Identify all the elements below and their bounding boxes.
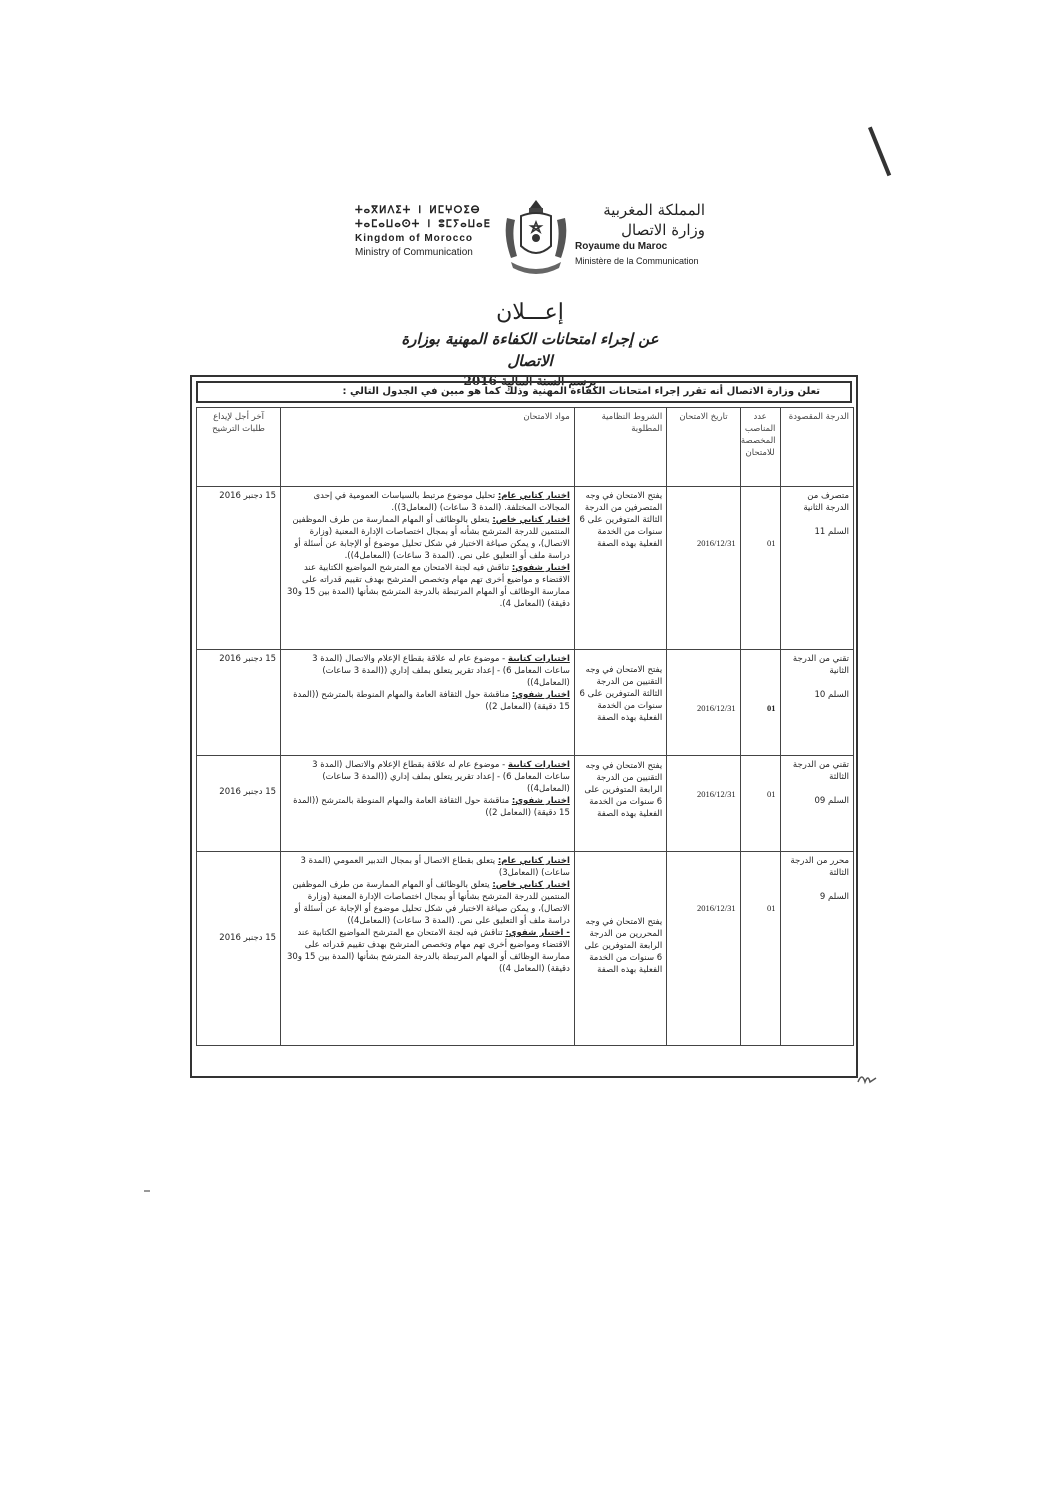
cell-posts: 01	[740, 852, 780, 1046]
kingdom-ar: المملكة المغربية	[603, 201, 705, 219]
table-row	[197, 487, 854, 650]
kingdom-en: Kingdom of Morocco	[355, 233, 473, 244]
letterhead-right	[575, 200, 705, 268]
scale-text: السلم 09	[814, 796, 849, 806]
subject-text: يتعلق بالوظائف أو المهام الممارسة من طرف الموظفين المنتمين للدرجة المترشح بشأنها أو بمجال اختصاصات الإدارة المعنية (وزارة الاتصال)، و يمكن صياغة الاختبار في شكل تحليل موضوع أو الإجابة عن أسئلة أو دراسة ملف أو التعليق على نص. (المدة 3 ساعات) (المعامل4))	[292, 880, 570, 926]
col-conditions: الشروط النظامية المطلوبة	[574, 408, 666, 487]
ministry-ar: وزارة الاتصال	[621, 221, 705, 239]
cell-deadline: 15 دجنبر 2016	[197, 852, 281, 1046]
intro-line: تعلن وزارة الاتصال أنه تقرر إجراء امتحانات الكفاءة المهنية وذلك كما هو مبين في الجدول التالي :	[196, 381, 852, 403]
col-subjects: مواد الامتحان	[281, 408, 575, 487]
subject-label: اختبار شفوي:	[511, 690, 570, 700]
subject-text: تناقش فيه لجنة الامتحان مع المترشح المواضيع الكتابية عند الاقتضاء ومواضيع أخرى تهم مهام وتخصص المترشح بهدف تقييم قدراته على ممارسة الوظائف أو المهام المرتبطة بالدرجة المترشح بشأنها (المدة بين 15 و30 دقيقة) (المعامل 4))	[287, 928, 570, 974]
rank-text: متصرف من الدرجة الثانية	[803, 491, 849, 513]
tifinagh-line-2: ⵜⴰⵎⴰⵡⴰⵙⵜ ⵏ ⵓⵎⵢⴰⵡⴰⴹ	[355, 219, 491, 230]
table-row	[197, 756, 854, 852]
subject-text: يتعلق بقطاع الاتصال أو بمجال التدبير العمومي (المدة 3 ساعات) (المعامل3)	[300, 856, 570, 878]
rank-text: محرر من الدرجة الثالثة	[790, 856, 849, 878]
table-header-row	[197, 408, 854, 487]
cell-subjects	[281, 487, 575, 650]
subject-label: اختبارات كتابية	[507, 760, 570, 770]
cell-date: 2016/12/31	[667, 756, 740, 852]
scan-speck	[144, 1190, 150, 1192]
cell-posts: 01	[740, 756, 780, 852]
cell-conditions: يفتح الامتحان في وجه المتصرفين من الدرجة الثالثة المتوفرين على 6 سنوات من الخدمة الفعلية بهذه الصفة	[574, 487, 666, 650]
cell-rank	[780, 487, 853, 650]
subject-label: اختبارات كتابية	[507, 654, 570, 664]
rank-text: تقني من الدرجة الثانية	[792, 654, 849, 676]
cell-rank	[780, 852, 853, 1046]
col-posts: عدد المناصب المخصصة للامتحان	[740, 408, 780, 487]
cell-posts: 01	[740, 487, 780, 650]
kingdom-fr: Royaume du Maroc	[575, 241, 668, 252]
rank-text: تقني من الدرجة الثالثة	[792, 760, 849, 782]
cell-date: 2016/12/31	[667, 852, 740, 1046]
subject-text: يتعلق بالوظائف أو المهام الممارسة من طرف الموظفين المنتمين للدرجة المترشح بشأنه أو بمجال اختصاصات الإدارة المعنية (وزارة الاتصال)، و يمكن صياغة الاختبار في شكل تحليل موضوع أو الإجابة عن أسئلة أو دراسة ملف أو التعليق على نص. (المدة 3 ساعات) (المعامل4)).	[292, 515, 570, 561]
letterhead	[355, 196, 705, 286]
col-deadline: آخر أجل لإيداع طلبات الترشيح	[197, 408, 281, 487]
pen-mark	[868, 127, 891, 177]
subject-text: - موضوع عام له علاقة بقطاع الإعلام والاتصال (المدة 3 ساعات المعامل 6) - إعداد تقرير يتعلق بملف إداري ((المدة 3 ساعات) (المعامل4))	[312, 654, 570, 688]
signature-initials-icon	[856, 1070, 878, 1088]
subject-text: مناقشة حول الثقافة العامة والمهام المنوطة بالمترشح ((المدة 15 دقيقة) (المعامل 2))	[293, 690, 570, 712]
coat-of-arms-icon	[501, 196, 571, 282]
subject-text: تناقش فيه لجنة الامتحان مع المترشح المواضيع الكتابية عند الاقتضاء و مواضيع أخرى تهم مهام وتخصص المترشح بهدف تقييم قدراته على ممارسة الوظائف أو المهام المرتبطة بالدرجة المترشح بشأنها (المدة بين 15 و30 دقيقة) (المعامل 4).	[287, 563, 570, 609]
subject-text: مناقشة حول الثقافة العامة والمهام المنوطة بالمترشح ((المدة 15 دقيقة) (المعامل 2))	[293, 796, 570, 818]
subject-text: - موضوع عام له علاقة بقطاع الإعلام والاتصال (المدة 3 ساعات المعامل 6) - إعداد تقرير يتعلق بملف إداري ((المدة 3 ساعات) (المعامل4))	[312, 760, 570, 794]
fiscal-year: برسم السنة المالية 2016	[463, 374, 597, 388]
col-date: تاريخ الامتحان	[667, 408, 740, 487]
cell-conditions: يفتح الامتحان في وجه التقنيين من الدرجة الثالثة المتوفرين على 6 سنوات من الخدمة الفعلية بهذه الصفة	[574, 650, 666, 756]
subject-label: اختبار كتابي عام:	[497, 856, 570, 866]
subject-label: اختبار كتابي عام:	[497, 491, 570, 501]
cell-deadline: 15 دجنبر 2016	[197, 650, 281, 756]
scale-text: السلم 9	[819, 892, 849, 902]
ministry-fr: Ministère de la Communication	[575, 256, 699, 266]
cell-deadline: 15 دجنبر 2016	[197, 756, 281, 852]
col-rank: الدرجة المقصودة	[780, 408, 853, 487]
cell-rank	[780, 650, 853, 756]
table-row	[197, 852, 854, 1046]
cell-conditions: يفتح الامتحان في وجه التقنيين من الدرجة الرابعة المتوفرين على 6 سنوات من الخدمة الفعلية بهذه الصفة	[574, 756, 666, 852]
page-subtitle: عن إجراء امتحانات الكفاءة المهنية بوزارة الاتصال	[401, 330, 659, 370]
subject-label: اختبار كتابي خاص:	[492, 880, 570, 890]
cell-subjects	[281, 756, 575, 852]
page-title: إعـــلان	[496, 300, 564, 325]
subject-label: اختبار شفوي:	[511, 796, 570, 806]
subject-label: اختبار شفوي:	[511, 563, 570, 573]
cell-date: 2016/12/31	[667, 487, 740, 650]
table-row	[197, 650, 854, 756]
scale-text: السلم 11	[814, 527, 849, 537]
cell-rank	[780, 756, 853, 852]
cell-deadline: 15 دجنبر 2016	[197, 487, 281, 650]
scale-text: السلم 10	[814, 690, 849, 700]
cell-subjects	[281, 650, 575, 756]
exam-table-frame	[190, 375, 858, 1078]
cell-subjects	[281, 852, 575, 1046]
letterhead-left	[355, 204, 495, 260]
cell-posts: 01	[740, 650, 780, 756]
subject-text: تحليل موضوع مرتبط بالسياسات العمومية في إحدى المجالات المختلفة. (المدة 3 ساعات) (المعامل3)).	[313, 491, 570, 513]
tifinagh-line-1: ⵜⴰⴳⵍⴷⵉⵜ ⵏ ⵍⵎⵖⵔⵉⴱ	[355, 205, 481, 216]
cell-conditions: يفتح الامتحان في وجه المحررين من الدرجة الرابعة المتوفرين على 6 سنوات من الخدمة الفعلية بهذه الصفة	[574, 852, 666, 1046]
exam-table	[196, 407, 854, 1046]
cell-date: 2016/12/31	[667, 650, 740, 756]
subject-label: اختبار كتابي خاص:	[492, 515, 570, 525]
ministry-en: Ministry of Communication	[355, 247, 473, 258]
subject-label: - اختبار شفوي:	[505, 928, 570, 938]
